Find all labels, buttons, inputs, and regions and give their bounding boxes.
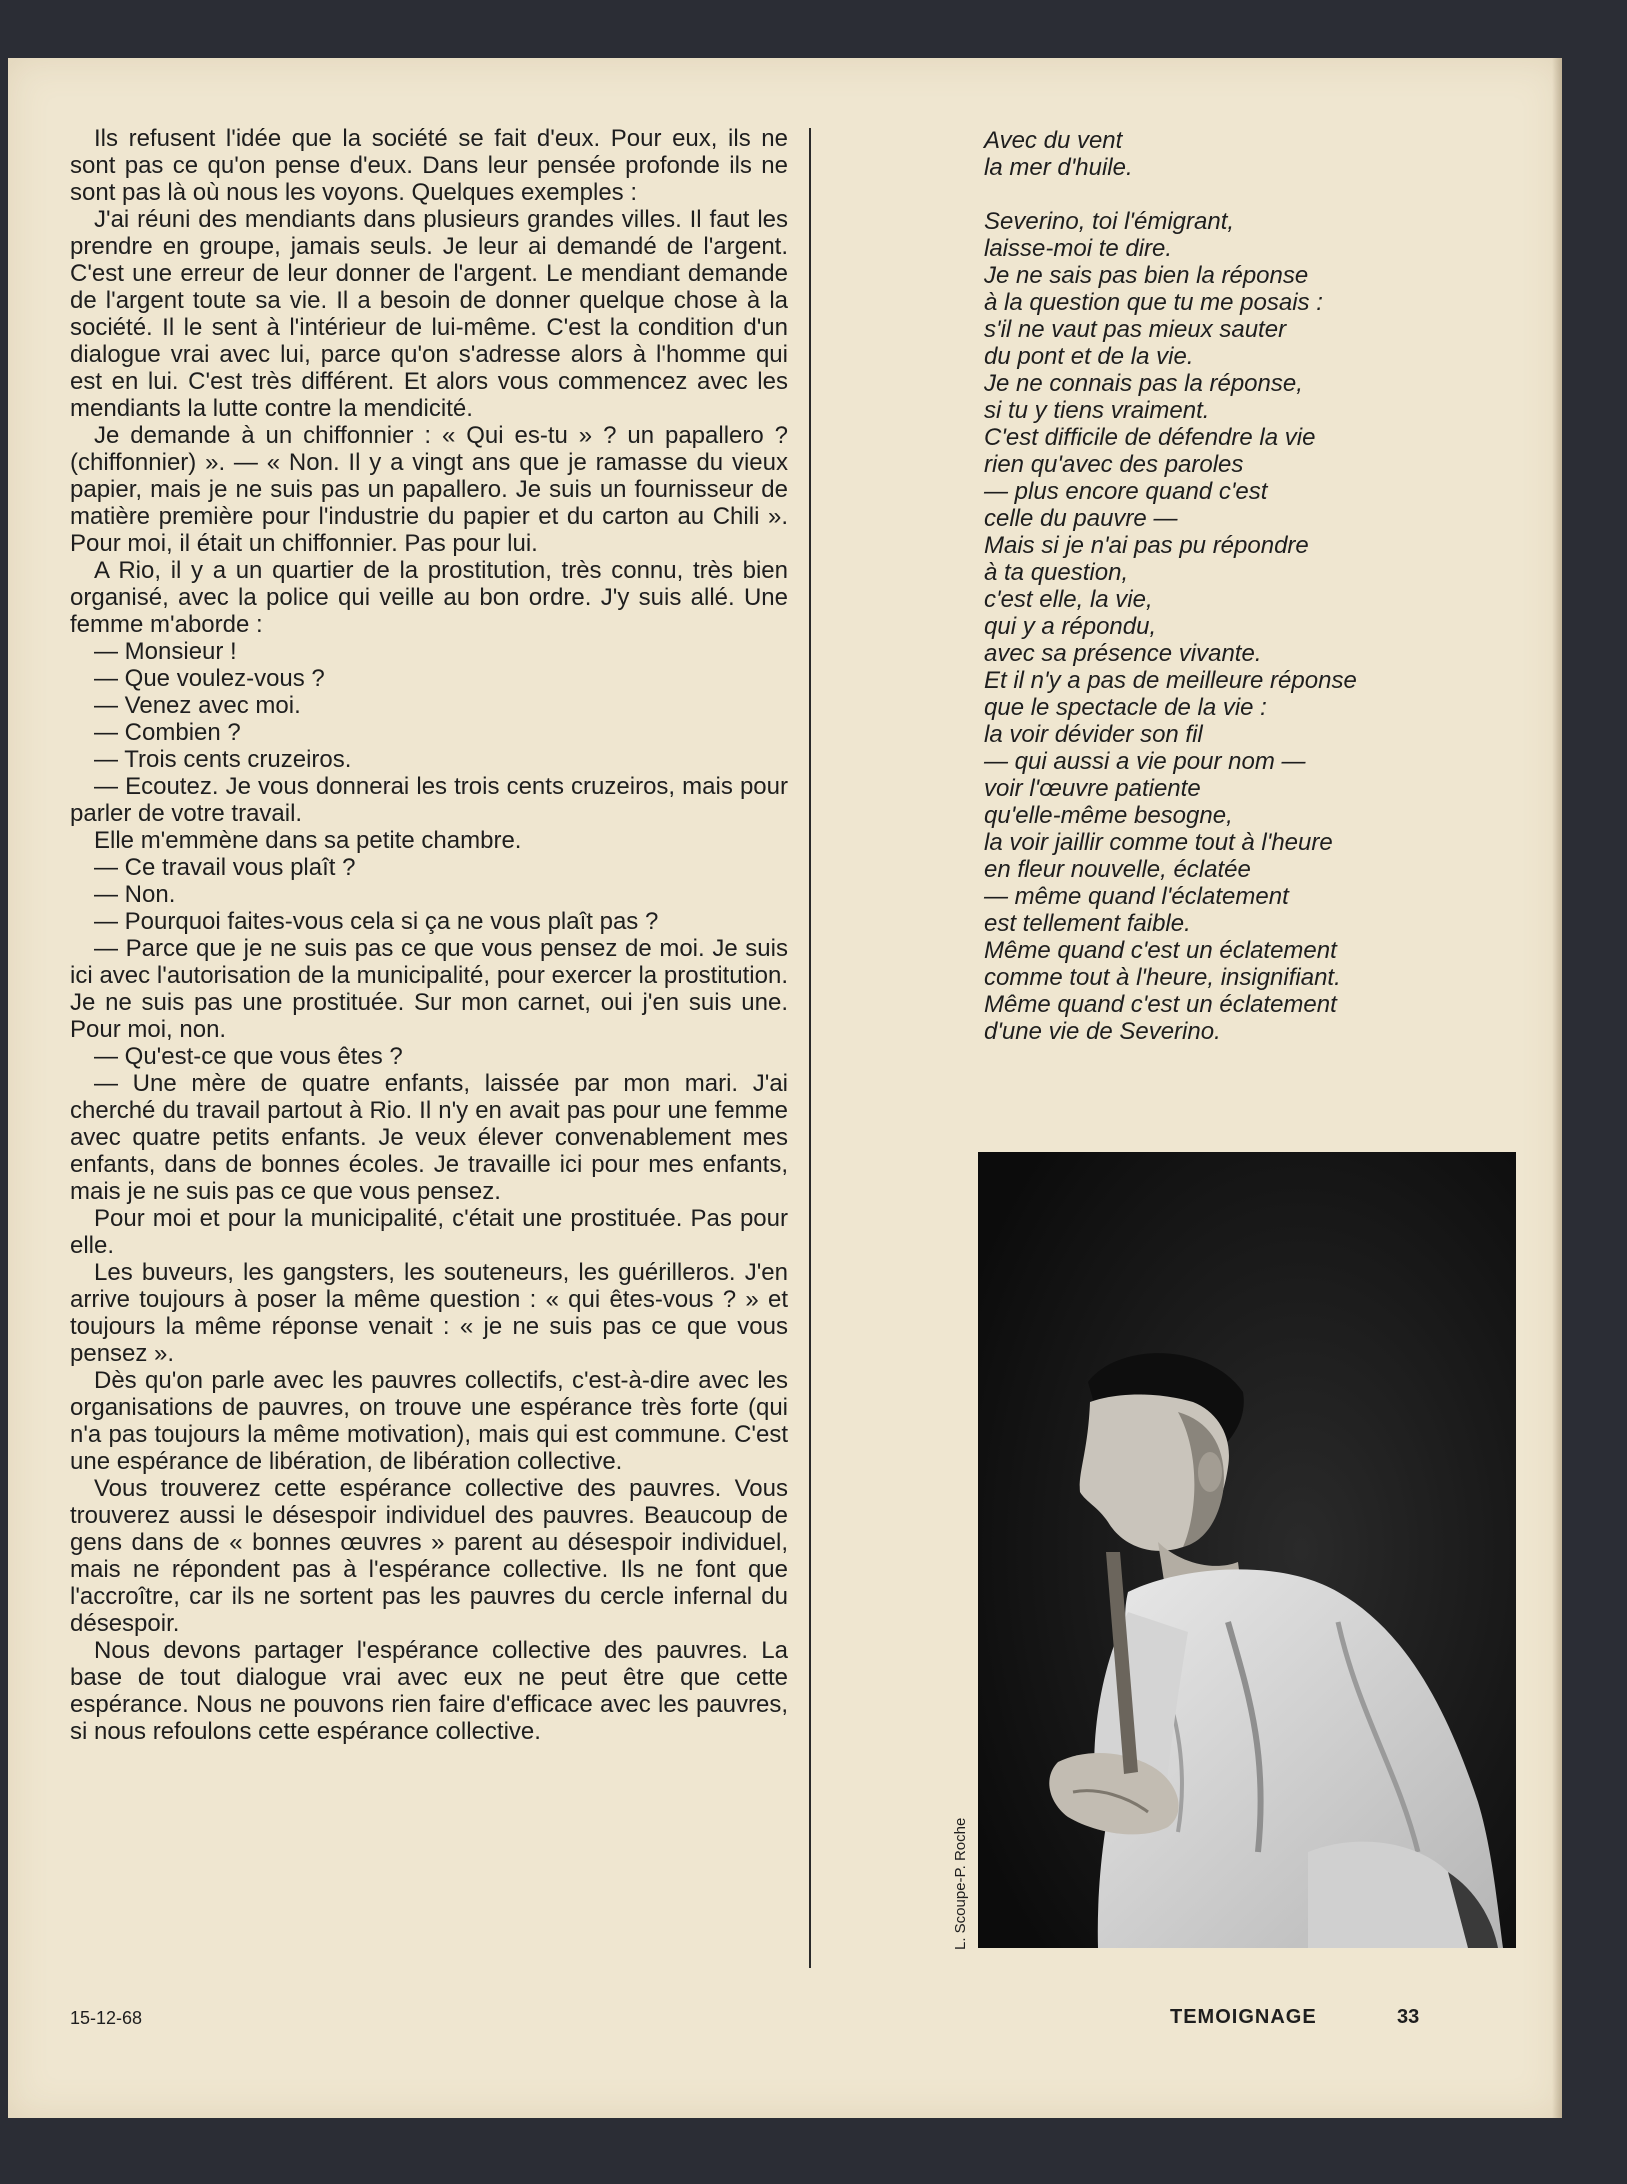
magazine-title: TEMOIGNAGE (1170, 2006, 1317, 2028)
poem-line: avec sa présence vivante. (984, 640, 1262, 667)
poem-line: à ta question, (984, 559, 1129, 586)
poem-line: Je ne sais pas bien la réponse (984, 262, 1309, 289)
poem-line: qu'elle-même besogne, (984, 802, 1233, 829)
poem-line: à la question que tu me posais : (984, 289, 1323, 316)
poem-line: Je ne connais pas la réponse, (984, 370, 1303, 397)
poem-line: Même quand c'est un éclatement (984, 991, 1337, 1018)
poem-line: celle du pauvre — (984, 505, 1178, 532)
column-divider (809, 128, 811, 1968)
poem-line: que le spectacle de la vie : (984, 694, 1267, 721)
poem-line: Mais si je n'ai pas pu répondre (984, 532, 1309, 559)
poem-line: Et il n'y a pas de meilleure réponse (984, 667, 1357, 694)
dialogue-line: — Parce que je ne suis pas ce que vous pensez de moi. Je suis ici avec l'autorisation de la municipalité, pour exercer la prostitution. Je ne suis pas une prostituée. Sur mon carnet, oui j'en suis une. Pour moi, non. (70, 935, 788, 1043)
poem-line: la voir jaillir comme tout à l'heure (984, 829, 1333, 856)
poem-line: s'il ne vaut pas mieux sauter (984, 316, 1287, 343)
photo-credit: L. Scoupe-P. Roche (952, 1817, 969, 1950)
poem-line: Severino, toi l'émigrant, (984, 208, 1235, 235)
poem-line: si tu y tiens vraiment. (984, 397, 1210, 424)
poem-line: Même quand c'est un éclatement (984, 937, 1337, 964)
article-paragraph: Je demande à un chiffonnier : « Qui es-tu » ? un papallero ? (chiffonnier) ». — « Non. Il y a vingt ans que je ramasse du vieux papier, mais je ne suis pas un papallero. Je suis un fournisseur de matière première pour l'industrie du papier et du carton au Chili ». Pour moi, il était un chiffonnier. Pas pour lui. (70, 422, 788, 557)
issue-date: 15-12-68 (70, 2008, 143, 2028)
article-paragraph: Elle m'emmène dans sa petite chambre. (94, 827, 522, 854)
poem-stanza (984, 127, 1484, 181)
dialogue-line: — Qu'est-ce que vous êtes ? (94, 1043, 403, 1070)
poem-line: en fleur nouvelle, éclatée (984, 856, 1251, 883)
poem-line: c'est elle, la vie, (984, 586, 1153, 613)
photo-seated-man (978, 1152, 1516, 1948)
poem-line: C'est difficile de défendre la vie (984, 424, 1316, 451)
dialogue-line: — Monsieur ! (94, 638, 237, 665)
poem-line: — qui aussi a vie pour nom — (984, 748, 1306, 775)
article-paragraph: Pour moi et pour la municipalité, c'était une prostituée. Pas pour elle. (70, 1205, 788, 1259)
page-edge-shadow (1552, 58, 1562, 2118)
poem-right-column (984, 127, 1484, 1072)
poem-line: est tellement faible. (984, 910, 1191, 937)
article-paragraph: Ils refusent l'idée que la société se fait d'eux. Pour eux, ils ne sont pas ce qu'on pense d'eux. Dans leur pensée profonde ils ne sont pas là où nous les voyons. Quelques exemples : (70, 125, 788, 206)
poem-line: la mer d'huile. (984, 154, 1133, 181)
dialogue-line: — Non. (94, 881, 176, 908)
dialogue-line: — Combien ? (94, 719, 241, 746)
poem-line: voir l'œuvre patiente (984, 775, 1201, 802)
poem-line: — plus encore quand c'est (984, 478, 1268, 505)
poem-line: — même quand l'éclatement (984, 883, 1289, 910)
poem-stanza (984, 208, 1484, 1045)
poem-line: laisse-moi te dire. (984, 235, 1173, 262)
dialogue-line: — Ce travail vous plaît ? (94, 854, 356, 881)
dialogue-line: — Pourquoi faites-vous cela si ça ne vous plaît pas ? (94, 908, 659, 935)
poem-line: du pont et de la vie. (984, 343, 1194, 370)
article-paragraph: Les buveurs, les gangsters, les souteneurs, les guérilleros. J'en arrive toujours à poser la même question : « qui êtes-vous ? » et toujours la même réponse venait : « je ne suis pas ce que vous pensez ». (70, 1259, 788, 1367)
dialogue-line: — Venez avec moi. (94, 692, 301, 719)
poem-line: Avec du vent (984, 127, 1123, 154)
poem-line: la voir dévider son fil (984, 721, 1203, 748)
dialogue-line: — Que voulez-vous ? (94, 665, 325, 692)
poem-line: comme tout à l'heure, insignifiant. (984, 964, 1341, 991)
poem-line: qui y a répondu, (984, 613, 1157, 640)
dialogue-line: — Une mère de quatre enfants, laissée par mon mari. J'ai cherché du travail partout à Rio. Il n'y en avait pas pour une femme avec quatre petits enfants. Je veux élever convenablement mes enfants, dans de bonnes écoles. Je travaille ici pour mes enfants, mais je ne suis pas ce que vous pensez. (70, 1070, 788, 1205)
dialogue-line: — Ecoutez. Je vous donnerai les trois cents cruzeiros, mais pour parler de votre travail. (70, 773, 788, 827)
article-paragraph: A Rio, il y a un quartier de la prostitution, très connu, très bien organisé, avec la police qui veille au bon ordre. J'y suis allé. Une femme m'aborde : (70, 557, 788, 638)
dialogue-line: — Trois cents cruzeiros. (94, 746, 352, 773)
photo-illustration (978, 1152, 1516, 1948)
poem-line: d'une vie de Severino. (984, 1018, 1221, 1045)
page-number: 33 (1397, 2006, 1420, 2028)
article-paragraph: Dès qu'on parle avec les pauvres collectifs, c'est-à-dire avec les organisations de pauvres, on trouve une espérance très forte (qui n'a pas toujours la même motivation), mais qui est commune. C'est une espérance de libération, de libération collective. (70, 1367, 788, 1475)
poem-line: rien qu'avec des paroles (984, 451, 1244, 478)
article-left-column (70, 125, 788, 1745)
article-paragraph: Vous trouverez cette espérance collective des pauvres. Vous trouverez aussi le désespoir individuel des pauvres. Beaucoup de gens dans de « bonnes œuvres » parent au désespoir individuel, mais ne répondent pas à l'espérance collective. Ils ne font que l'accroître, car ils ne sortent pas les pauvres du cercle infernal du désespoir. (70, 1475, 788, 1637)
article-paragraph: J'ai réuni des mendiants dans plusieurs grandes villes. Il faut les prendre en groupe, jamais seuls. Je leur ai demandé de l'argent. C'est une erreur de leur donner de l'argent. Le mendiant demande de l'argent toute sa vie. Il a besoin de donner quelque chose à la société. Il le sent à l'intérieur de lui-même. C'est la condition d'un dialogue vrai avec lui, parce qu'on s'adresse alors à l'homme qui est en lui. C'est très différent. Et alors vous commencez avec les mendiants la lutte contre la mendicité. (70, 206, 788, 422)
article-paragraph: Nous devons partager l'espérance collective des pauvres. La base de tout dialogue vrai avec eux ne peut être que cette espérance. Nous ne pouvons rien faire d'efficace avec les pauvres, si nous refoulons cette espérance collective. (70, 1637, 788, 1745)
